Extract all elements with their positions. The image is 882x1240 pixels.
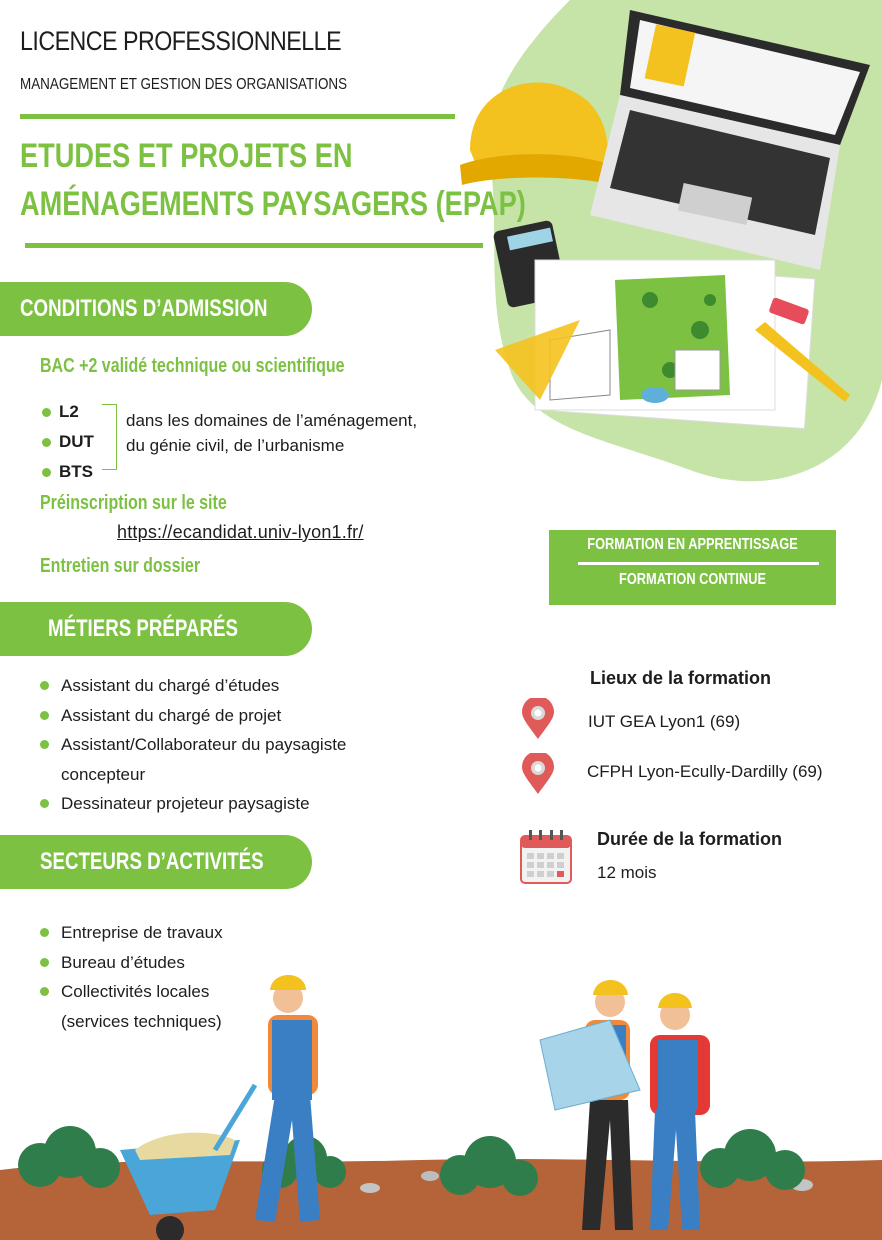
- list-item-continuation: concepteur: [61, 764, 146, 784]
- admission-domains: dans les domaines de l’aménagement, du génie civil, de l’urbanisme: [126, 411, 418, 455]
- diploma-brace: [102, 404, 117, 470]
- title-line-1: ETUDES ET PROJETS EN: [20, 137, 353, 175]
- bullet-icon: [42, 438, 51, 447]
- bullet-icon: [42, 408, 51, 417]
- title-line-2: AMÉNAGEMENTS PAYSAGERS (EPAP): [20, 185, 526, 223]
- list-item: Assistant du chargé d’études: [40, 671, 346, 701]
- bullet-icon: [42, 468, 51, 477]
- place-1: IUT GEA Lyon1 (69): [588, 712, 741, 731]
- secteurs-heading-pill: [0, 835, 312, 889]
- page-title: [20, 132, 526, 228]
- bullet-icon: [40, 799, 49, 808]
- calendar-icon: [520, 830, 572, 884]
- metiers-heading: MÉTIERS PRÉPARÉS: [48, 615, 239, 642]
- program-subtitle: MANAGEMENT ET GESTION DES ORGANISATIONS: [20, 76, 348, 93]
- bullet-icon: [40, 928, 49, 937]
- diploma-list: [42, 397, 94, 487]
- badge-apprentissage: FORMATION EN APPRENTISSAGE: [587, 536, 798, 553]
- lieux-heading: Lieux de la formation: [590, 668, 772, 688]
- bottom-rule: [25, 243, 483, 248]
- top-rule: [20, 114, 455, 119]
- office-illustration: [440, 0, 882, 500]
- preinscription-label: Préinscription sur le site: [40, 492, 227, 514]
- bullet-icon: [40, 681, 49, 690]
- place-2: CFPH Lyon-Ecully-Dardilly (69): [587, 762, 823, 781]
- list-item: Assistant du chargé de projet: [40, 701, 346, 731]
- admission-heading: CONDITIONS D’ADMISSION: [20, 295, 268, 322]
- diploma-item: DUT: [42, 427, 94, 457]
- list-item: Dessinateur projeteur paysagiste: [40, 789, 346, 819]
- admission-requirement: BAC +2 validé technique ou scientifique: [40, 355, 345, 377]
- list-item: Assistant/Collaborateur du paysagiste: [40, 730, 346, 760]
- map-pin-icon: [521, 753, 555, 795]
- ecandidat-link[interactable]: https://ecandidat.univ-lyon1.fr/: [117, 522, 364, 542]
- metiers-list: [40, 671, 346, 819]
- metiers-heading-pill: [0, 602, 312, 656]
- bullet-icon: [40, 740, 49, 749]
- list-item-continuation: (services techniques): [61, 1011, 222, 1031]
- duree-value: 12 mois: [597, 863, 657, 882]
- duree-heading: Durée de la formation: [597, 829, 783, 849]
- map-pin-icon: [521, 698, 555, 740]
- bush-icon: [440, 1136, 538, 1196]
- construction-workers-illustration: [0, 960, 882, 1240]
- diploma-item: L2: [42, 397, 94, 427]
- list-item: Bureau d’études: [40, 948, 223, 978]
- admission-heading-pill: [0, 282, 312, 336]
- bullet-icon: [40, 711, 49, 720]
- list-item: Collectivités locales: [40, 977, 223, 1007]
- list-item: Entreprise de travaux: [40, 918, 223, 948]
- badge-divider: [578, 562, 819, 565]
- secteurs-heading: SECTEURS D’ACTIVITÉS: [40, 848, 264, 875]
- bush-icon: [700, 1129, 805, 1190]
- badge-continue: FORMATION CONTINUE: [619, 571, 766, 588]
- diploma-item: BTS: [42, 457, 94, 487]
- interview-label: Entretien sur dossier: [40, 555, 201, 577]
- program-type: LICENCE PROFESSIONNELLE: [20, 26, 342, 56]
